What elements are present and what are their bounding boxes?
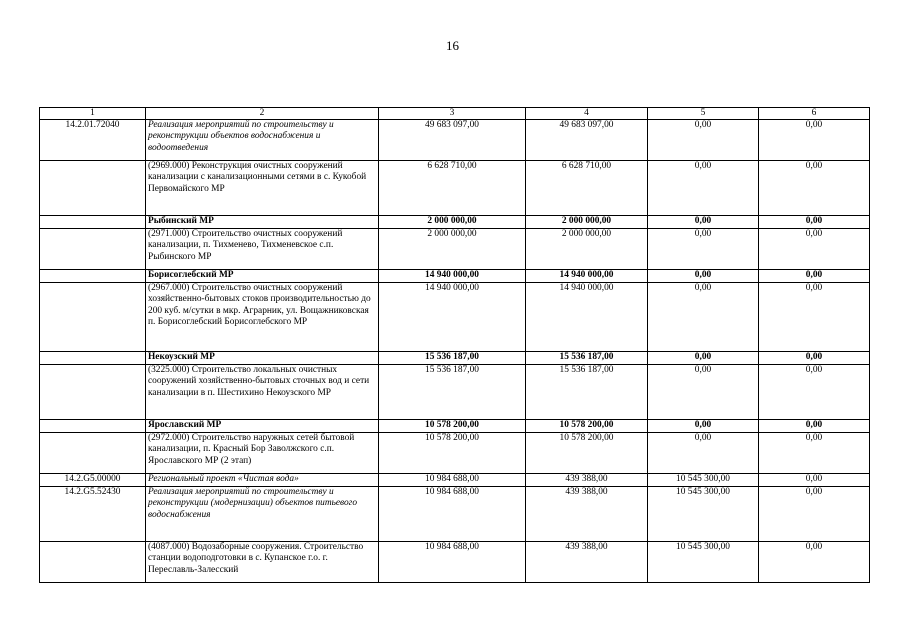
row-value-col4: 49 683 097,00 [526,120,648,161]
row-value-col3: 2 000 000,00 [379,229,526,270]
row-name: (2967.000) Строительство очистных сооружений хозяйственно-бытовых стоков производительностью до 200 куб. м/сутки в мкр. Аграрник, ул. Вощажниковская п. Борисоглебский Борисоглебского МР [146,283,379,352]
row-value-col5: 0,00 [648,283,759,352]
table-row [40,161,870,216]
table-row [40,283,870,352]
table-row [40,420,870,433]
row-value-col5: 0,00 [648,433,759,474]
row-value-col4: 14 940 000,00 [526,283,648,352]
row-value-col4: 15 536 187,00 [526,365,648,420]
row-value-col6: 0,00 [759,216,870,229]
row-value-col5: 0,00 [648,365,759,420]
row-code [40,433,146,474]
table-header-row [40,108,870,120]
table-row [40,542,870,583]
row-code [40,542,146,583]
row-code: 14.2.G5.52430 [40,487,146,542]
row-value-col3: 15 536 187,00 [379,365,526,420]
row-code [40,229,146,270]
row-code [40,161,146,216]
row-code [40,352,146,365]
row-value-col5: 0,00 [648,352,759,365]
row-value-col4: 439 388,00 [526,474,648,487]
row-value-col3: 10 984 688,00 [379,487,526,542]
row-value-col6: 0,00 [759,283,870,352]
row-value-col4: 439 388,00 [526,542,648,583]
row-value-col5: 0,00 [648,420,759,433]
row-code: 14.2.01.72040 [40,120,146,161]
row-value-col3: 10 984 688,00 [379,542,526,583]
row-code [40,283,146,352]
row-value-col5: 0,00 [648,229,759,270]
row-value-col6: 0,00 [759,474,870,487]
row-name: Региональный проект «Чистая вода» [146,474,379,487]
table-row [40,120,870,161]
row-value-col4: 6 628 710,00 [526,161,648,216]
row-value-col4: 2 000 000,00 [526,229,648,270]
row-value-col4: 15 536 187,00 [526,352,648,365]
row-value-col6: 0,00 [759,542,870,583]
row-code [40,216,146,229]
row-value-col3: 6 628 710,00 [379,161,526,216]
table-row [40,270,870,283]
row-name: (2972.000) Строительство наружных сетей бытовой канализации, п. Красный Бор Заволжского с.п. Ярославского МР (2 этап) [146,433,379,474]
table-row [40,352,870,365]
row-value-col5: 0,00 [648,216,759,229]
row-value-col6: 0,00 [759,270,870,283]
row-value-col6: 0,00 [759,487,870,542]
row-name: Ярославский МР [146,420,379,433]
row-name: Рыбинский МР [146,216,379,229]
row-code: 14.2.G5.00000 [40,474,146,487]
row-value-col3: 10 984 688,00 [379,474,526,487]
table-row [40,229,870,270]
row-value-col3: 49 683 097,00 [379,120,526,161]
row-value-col4: 14 940 000,00 [526,270,648,283]
budget-table [39,107,870,583]
column-header: 5 [648,108,759,120]
column-header: 6 [759,108,870,120]
row-value-col6: 0,00 [759,365,870,420]
row-name: (2971.000) Строительство очистных сооружений канализации, п. Тихменево, Тихменевское с.п. Рыбинского МР [146,229,379,270]
column-header: 3 [379,108,526,120]
row-value-col5: 10 545 300,00 [648,542,759,583]
row-value-col5: 0,00 [648,270,759,283]
row-code [40,420,146,433]
row-value-col5: 0,00 [648,161,759,216]
row-value-col3: 14 940 000,00 [379,283,526,352]
row-value-col4: 439 388,00 [526,487,648,542]
column-header: 1 [40,108,146,120]
row-name: (3225.000) Строительство локальных очистных сооружений хозяйственно-бытовых сточных вод и сети канализации в п. Шестихино Некоузского МР [146,365,379,420]
row-value-col3: 15 536 187,00 [379,352,526,365]
row-value-col3: 10 578 200,00 [379,433,526,474]
row-value-col5: 10 545 300,00 [648,487,759,542]
row-value-col4: 10 578 200,00 [526,433,648,474]
table-row [40,216,870,229]
row-value-col5: 0,00 [648,120,759,161]
row-value-col5: 10 545 300,00 [648,474,759,487]
row-value-col4: 2 000 000,00 [526,216,648,229]
row-value-col6: 0,00 [759,229,870,270]
row-value-col3: 2 000 000,00 [379,216,526,229]
row-name: Некоузский МР [146,352,379,365]
table-row [40,433,870,474]
row-value-col3: 10 578 200,00 [379,420,526,433]
page-number: 16 [446,38,459,53]
row-code [40,365,146,420]
row-code [40,270,146,283]
row-value-col6: 0,00 [759,420,870,433]
row-value-col3: 14 940 000,00 [379,270,526,283]
row-value-col6: 0,00 [759,433,870,474]
row-value-col4: 10 578 200,00 [526,420,648,433]
table-row [40,487,870,542]
column-header: 4 [526,108,648,120]
row-name: Реализация мероприятий по строительству и реконструкции объектов водоснабжения и водоотведения [146,120,379,161]
row-name: Борисоглебский МР [146,270,379,283]
table-row [40,365,870,420]
row-name: (2969.000) Реконструкция очистных сооружений канализации с канализационными сетями в с. Кукобой Первомайского МР [146,161,379,216]
row-value-col6: 0,00 [759,120,870,161]
row-value-col6: 0,00 [759,161,870,216]
row-value-col6: 0,00 [759,352,870,365]
row-name: Реализация мероприятий по строительству и реконструкции (модернизации) объектов питьевого водоснабжения [146,487,379,542]
row-name: (4087.000) Водозаборные сооружения. Строительство станции водоподготовки в с. Купанское г.о. г. Переславль-Залесский [146,542,379,583]
table-row [40,474,870,487]
column-header: 2 [146,108,379,120]
